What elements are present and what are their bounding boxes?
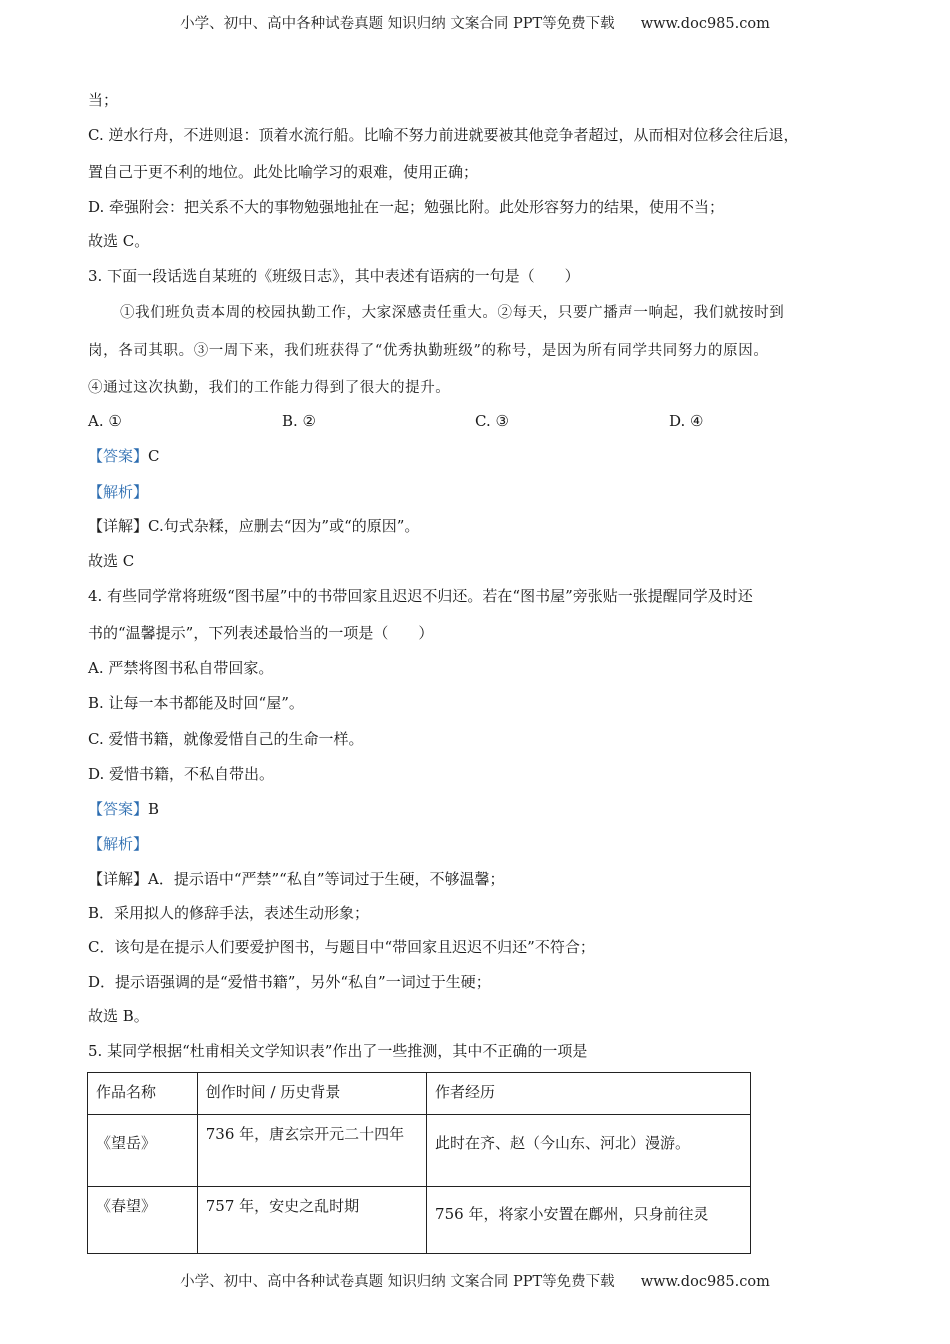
q3-option-c: C. ③ bbox=[475, 412, 509, 430]
page-footer bbox=[0, 1270, 950, 1291]
header-url[interactable]: www.doc985.com bbox=[640, 16, 770, 32]
answer-tag: 【答案】 bbox=[88, 800, 149, 818]
table-header-row bbox=[88, 1073, 751, 1115]
q4-answer bbox=[88, 799, 159, 819]
q3-passage-line3: ④通过这次执勤，我们的工作能力得到了很大的提升。 bbox=[88, 380, 451, 396]
q2-line-end: 当； bbox=[88, 91, 119, 109]
q5-stem: 5. 某同学根据“杜甫相关文学知识表”作出了一些推测，其中不正确的一项是 bbox=[88, 1042, 588, 1060]
q4-stem-line1: 4. 有些同学常将班级“图书屋”中的书带回家且迟迟不归还。若在“图书屋”旁张贴一张提醒同学及时还 bbox=[88, 587, 753, 605]
table-cell: 736 年，唐玄宗开元二十四年 bbox=[197, 1115, 426, 1187]
du-fu-knowledge-table bbox=[87, 1072, 751, 1254]
q4-detail-d: D．提示语强调的是“爱惜书籍”，另外“私自”一词过于生硬； bbox=[88, 973, 491, 991]
table-header-cell: 创作时间 / 历史背景 bbox=[197, 1073, 426, 1115]
table-cell: 756 年，将家小安置在鄜州，只身前往灵 bbox=[427, 1187, 751, 1254]
q3-passage-line2: 岗，各司其职。③一周下来，我们班获得了“优秀执勤班级”的称号，是因为所有同学共同努力的原因。 bbox=[88, 343, 769, 359]
q3-answer bbox=[88, 446, 160, 466]
table-header-cell: 作者经历 bbox=[427, 1073, 751, 1115]
detail-tag: 【详解】 bbox=[88, 870, 149, 888]
header-text: 小学、初中、高中各种试卷真题 知识归纳 文案合同 PPT等免费下载 bbox=[180, 16, 615, 32]
table-cell: 757 年，安史之乱时期 bbox=[197, 1187, 426, 1254]
q4-option-a: A. 严禁将图书私自带回家。 bbox=[88, 659, 274, 677]
q4-detail-b: B．采用拟人的修辞手法，表述生动形象； bbox=[88, 904, 370, 922]
detail-text: A．提示语中“严禁”“私自”等词过于生硬，不够温馨； bbox=[148, 870, 505, 888]
q3-option-d: D. ④ bbox=[669, 412, 704, 430]
table-cell: 《望岳》 bbox=[88, 1115, 198, 1187]
table-cell: 此时在齐、赵（今山东、河北）漫游。 bbox=[427, 1115, 751, 1187]
page-header bbox=[0, 12, 950, 33]
q3-option-a: A. ① bbox=[88, 412, 122, 430]
q4-conclusion: 故选 B。 bbox=[88, 1007, 149, 1025]
q2-option-c-line1: C. 逆水行舟，不进则退：顶着水流行船。比喻不努力前进就要被其他竞争者超过，从而相对位移会往后退， bbox=[88, 126, 799, 144]
q2-option-d: D. 牵强附会：把关系不大的事物勉强地扯在一起；勉强比附。此处形容努力的结果，使用不当； bbox=[88, 198, 725, 216]
table-header-cell: 作品名称 bbox=[88, 1073, 198, 1115]
q3-conclusion: 故选 C bbox=[88, 552, 135, 570]
q3-analysis-tag: 【解析】 bbox=[88, 483, 149, 501]
q4-detail-a bbox=[88, 869, 505, 889]
q3-stem: 3. 下面一段话选自某班的《班级日志》，其中表述有语病的一句是（ ） bbox=[88, 267, 580, 285]
q4-option-c: C. 爱惜书籍，就像爱惜自己的生命一样。 bbox=[88, 730, 364, 748]
answer-tag: 【答案】 bbox=[88, 447, 149, 465]
table-row bbox=[88, 1187, 751, 1254]
q4-detail-c: C．该句是在提示人们要爱护图书，与题目中“带回家且迟迟不归还”不符合； bbox=[88, 938, 595, 956]
q4-option-d: D. 爱惜书籍，不私自带出。 bbox=[88, 765, 275, 783]
q3-detail bbox=[88, 516, 419, 536]
q2-conclusion: 故选 C。 bbox=[88, 232, 150, 250]
q3-passage-line1: ①我们班负责本周的校园执勤工作，大家深感责任重大。②每天，只要广播声一响起，我们就按时到 bbox=[120, 305, 785, 321]
table-cell: 《春望》 bbox=[88, 1187, 198, 1254]
table-row bbox=[88, 1115, 751, 1187]
q4-option-b: B. 让每一本书都能及时回“屋”。 bbox=[88, 694, 304, 712]
footer-text: 小学、初中、高中各种试卷真题 知识归纳 文案合同 PPT等免费下载 bbox=[180, 1274, 615, 1290]
q4-analysis-tag: 【解析】 bbox=[88, 835, 149, 853]
detail-text: C.句式杂糅，应删去“因为”或“的原因”。 bbox=[148, 517, 420, 535]
answer-value: B bbox=[148, 800, 160, 818]
detail-tag: 【详解】 bbox=[88, 517, 149, 535]
q3-option-b: B. ② bbox=[282, 412, 317, 430]
q2-option-c-line2: 置自己于更不利的地位。此处比喻学习的艰难，使用正确； bbox=[88, 163, 479, 181]
footer-url[interactable]: www.doc985.com bbox=[640, 1274, 770, 1290]
q4-stem-line2: 书的“温馨提示”，下列表述最恰当的一项是（ ） bbox=[88, 624, 434, 642]
answer-value: C bbox=[148, 447, 160, 465]
